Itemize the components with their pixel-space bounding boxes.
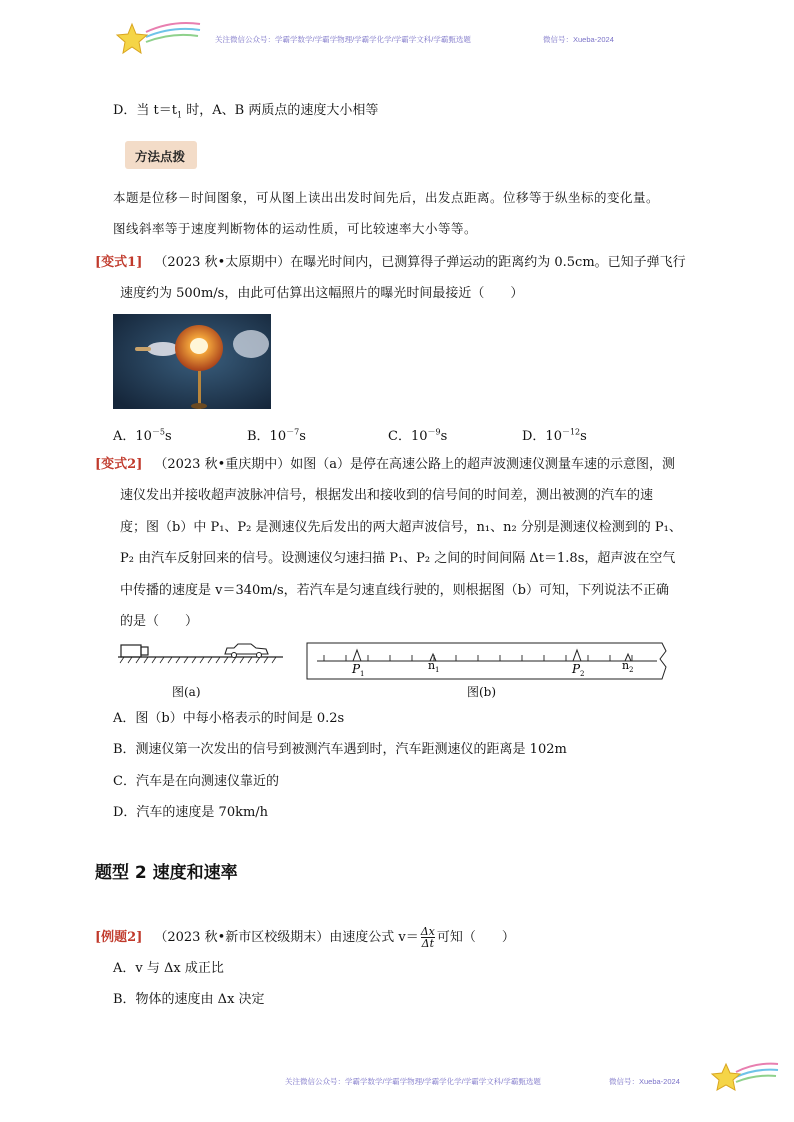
footer-text: 关注微信公众号：学霸学数学/学霸学物理/学霸学化学/学霸学文科/学霸甄选题 [285,1077,541,1086]
variant1-option-b[interactable]: B．$10^{-7}s$ [247,427,306,444]
variant2-line4: P₂ 由汽车反射回来的信号。设测速仪匀速扫描 P₁、P₂ 之间的时间间隔 Δt＝1.8s，超声波在空气 [120,551,676,566]
variant2-question: [变式2] （2023 秋•重庆期中）如图（a）是停在高速公路上的超声波测速仪测量车速的示意图，测 [95,457,675,472]
star-logo-icon [112,18,204,60]
footer-wechat: 微信号：Xueba-2024 [609,1077,680,1086]
label-n1-sub: 1 [435,666,440,674]
label-p2: P [572,662,581,676]
method-line-2: 图线斜率等于速度判断物体的运动性质，可比较速率大小等等。 [113,221,478,236]
star-logo-icon-footer [708,1058,780,1098]
label-p1-sub: 1 [360,670,365,678]
variant2-line6: 的是（ ） [120,614,199,629]
variant2-line2: 速仪发出并接收超声波脉冲信号，根据发出和接收到的信号间的时间差，测出被测的汽车的速 [120,488,654,503]
label-p1: P [352,662,361,676]
method-line-1: 本题是位移－时间图象，可从图上读出出发时间先后，出发点距离。位移等于纵坐标的变化量。 [113,190,660,205]
variant1-option-d[interactable]: D．$10^{-12}s$ [522,427,587,444]
variant1-line2: 速度约为 500m/s，由此可估算出这幅照片的曝光时间最接近（ ） [120,286,524,301]
variant2-option-a[interactable]: A．图（b）中每小格表示的时间是 0.2s [113,711,345,726]
label-n2-sub: 2 [629,666,634,674]
header-wechat: 微信号：Xueba-2024 [543,35,614,44]
label-p2-sub: 2 [580,670,585,678]
variant1-tag: [变式1] [95,255,143,270]
label-n2: n [622,659,630,672]
label-n1: n [428,659,436,672]
example2-question: [例题2] （2023 秋•新市区校级期末）由速度公式 v＝ $\frac{\Delta x}{\Delta t}$ 可知（ ） [95,925,515,950]
method-badge: 方法点拨 [125,141,197,169]
section-title: 题型 2 速度和速率 [95,863,238,883]
variant2-tag: [变式2] [95,457,143,472]
variant2-line5: 中传播的速度是 v＝340m/s，若汽车是匀速直线行驶的，则根据图（b）可知，下列说法不正确 [120,583,669,598]
example2-tag: [例题2] [95,930,143,945]
variant1-option-a[interactable]: A．$10^{-5}s$ [113,427,172,444]
figure-a-caption: 图(a) [172,685,201,699]
figure-a-diagram [118,636,286,666]
bullet-apple-photo [113,314,271,409]
figure-b-diagram [302,641,672,681]
example2-option-a[interactable]: A．v 与 Δx 成正比 [113,961,224,976]
variant2-line3: 度；图（b）中 P₁、P₂ 是测速仪先后发出的两大超声波信号，n₁、n₂ 分别是测速仪检测到的 P₁、 [120,520,682,535]
variant2-option-b[interactable]: B．测速仪第一次发出的信号到被测汽车遇到时，汽车距测速仪的距离是 102m [113,742,567,757]
example2-option-b[interactable]: B．物体的速度由 Δx 决定 [113,992,265,1007]
header-text: 关注微信公众号：学霸学数学/学霸学物理/学霸学化学/学霸学文科/学霸甄选题 [215,35,471,44]
variant2-option-c[interactable]: C．汽车是在向测速仪靠近的 [113,774,279,789]
variant1-option-c[interactable]: C．$10^{-9}s$ [388,427,448,444]
prev-option-d: D．当 $t=t_1$ 时，A、B 两质点的速度大小相等 [113,103,379,120]
figure-b-caption: 图(b) [467,685,497,699]
variant1-question: [变式1] （2023 秋•太原期中）在曝光时间内，已测算得子弹运动的距离约为 0.5cm。已知子弹飞行 [95,255,686,270]
variant2-option-d[interactable]: D．汽车的速度是 70km/h [113,805,269,820]
velocity-formula-fraction: $\frac{\Delta x}{\Delta t}$ [420,925,435,950]
